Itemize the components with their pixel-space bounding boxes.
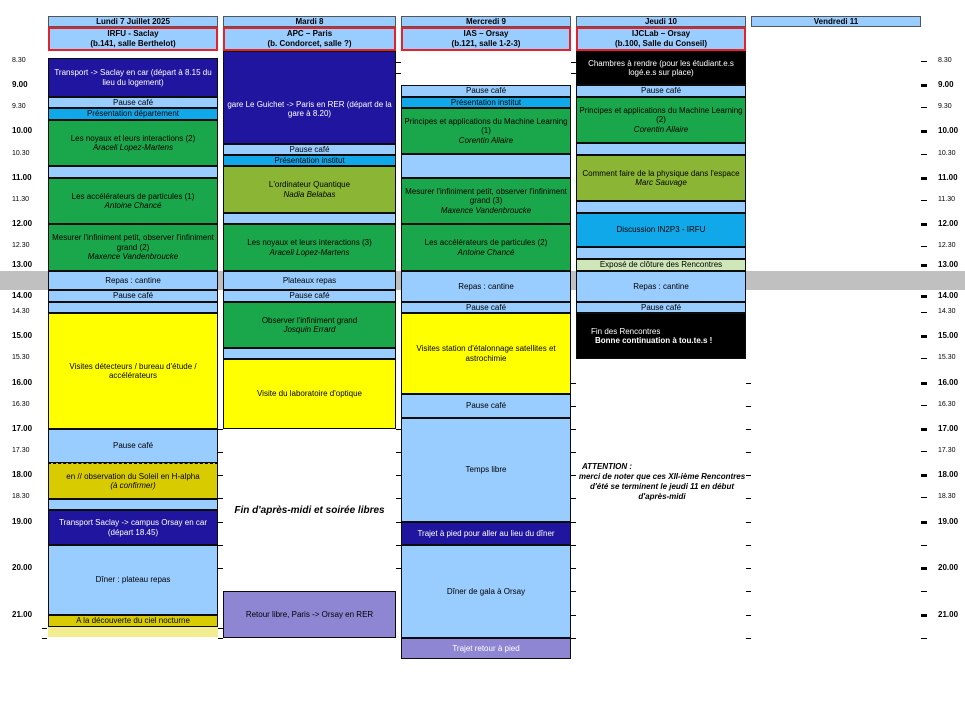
thu-cloture: Exposé de clôture des Rencontres: [576, 259, 746, 271]
wed-accel-title: Les accélérateurs de particules (2): [424, 238, 548, 247]
time-label-left: 21.00: [12, 610, 33, 619]
thu-principes-speaker: Corentin Allaire: [633, 124, 689, 134]
time-label-left: 9.00: [12, 80, 28, 89]
tue-observer-speaker: Josquin Errard: [283, 325, 336, 334]
mon-mesurer-title: Mesurer l'infiniment petit, observer l'infiniment grand (2): [52, 233, 214, 252]
grid-dash: [746, 452, 751, 453]
mon-diner: Dîner : plateau repas: [48, 545, 218, 615]
tue-observer: [223, 302, 396, 348]
time-tick: [921, 200, 927, 201]
mon-transport: Transport -> Saclay en car (départ à 8.15 du lieu du logement): [48, 58, 218, 97]
mon-noyaux-title: Les noyaux et leurs interactions (2): [70, 133, 196, 143]
day-header-thu: Jeudi 10: [576, 16, 746, 27]
mon-gap-2: [48, 302, 218, 313]
thu-fin-title: Fin des Rencontres: [591, 326, 661, 336]
venue-thu: [576, 27, 746, 51]
time-label-left: 20.00: [12, 563, 33, 572]
mon-pause-2: Pause café: [48, 290, 218, 302]
thu-attention-body: merci de noter que ces XII-ième Rencontres d'été se terminent le jeudi 11 en début d'après-midi: [578, 472, 746, 501]
time-tick: [921, 312, 927, 313]
time-label-left: 16.00: [12, 378, 33, 387]
mon-soleil-note: (à confirmer): [110, 481, 156, 490]
mon-mesurer-speaker: Maxence Vandenbroucke: [87, 252, 179, 262]
tue-noyaux: [223, 224, 396, 271]
mon-accel-speaker: Antoine Chancé: [104, 201, 162, 210]
wed-gap-1: [401, 154, 571, 178]
time-label-left: 10.00: [12, 126, 33, 135]
time-label-left: 17.30: [12, 447, 30, 454]
time-tick: [921, 358, 927, 359]
tue-ordi: [223, 166, 396, 213]
time-label-right: 17.30: [938, 447, 956, 454]
venue-thu-room: (b.100, Salle du Conseil): [614, 39, 708, 48]
thu-pause-1: Pause café: [576, 85, 746, 97]
mon-visites: Visites détecteurs / bureau d'étude / accélérateurs: [48, 313, 218, 429]
time-label-left: 13.00: [12, 260, 33, 269]
grid-dash: [746, 545, 751, 546]
mon-accel-title: Les accélérateurs de particules (1): [71, 191, 195, 201]
time-label-left: 15.00: [12, 331, 33, 340]
wed-pause-2: Pause café: [401, 302, 571, 313]
time-label-left: 14.30: [12, 308, 30, 315]
tue-gap-2: [223, 348, 396, 359]
grid-dash: [396, 475, 401, 476]
tue-libres: Fin d'après-midi et soirée libres: [234, 505, 385, 516]
venue-wed: [401, 27, 571, 51]
grid-dash: [571, 429, 576, 430]
mon-repas: Repas : cantine: [48, 271, 218, 290]
time-tick: [921, 567, 927, 570]
grid-dash: [396, 498, 401, 499]
wed-principes-title: Principes et applications du Machine Learning (1): [404, 116, 568, 136]
time-label-right: 10.30: [938, 150, 956, 157]
time-label-left: 17.00: [12, 424, 33, 433]
time-label-right: 19.00: [938, 517, 959, 526]
wed-mesurer-speaker: Maxence Vandenbroucke: [440, 205, 532, 215]
tue-plateaux: Plateaux repas: [223, 271, 396, 290]
mon-mesurer: [48, 224, 218, 271]
time-tick: [921, 84, 927, 87]
grid-dash: [396, 429, 401, 430]
venue-mon: [48, 27, 218, 51]
grid-dash: [218, 568, 223, 569]
time-tick: [921, 591, 927, 592]
time-tick: [921, 130, 927, 133]
mon-ciel-tail: [48, 627, 218, 637]
grid-dash: [571, 406, 576, 407]
grid-dash: [396, 545, 401, 546]
wed-pause-1: Pause café: [401, 85, 571, 97]
tue-noyaux-title: Les noyaux et leurs interactions (3): [247, 238, 372, 247]
grid-dash: [746, 615, 751, 616]
wed-visites: Visites station d'étalonnage satellites et astrochimie: [401, 313, 571, 394]
time-tick: [921, 382, 927, 385]
thu-attention-title: ATTENTION :: [582, 462, 633, 471]
tue-noyaux-speaker: Araceli Lopez-Martens: [269, 247, 350, 257]
time-label-right: 18.30: [938, 493, 956, 500]
time-tick: [921, 335, 927, 338]
wed-temps: Temps libre: [401, 418, 571, 522]
time-tick: [921, 264, 927, 267]
grid-dash: [571, 498, 576, 499]
tue-presentation: Présentation institut: [223, 155, 396, 166]
grid-dash: [571, 545, 576, 546]
mon-pause-1: Pause café: [48, 97, 218, 108]
time-label-right: 16.00: [938, 378, 959, 387]
tue-ordi-speaker: Nadia Belabas: [283, 189, 336, 199]
grid-dash: [571, 475, 576, 476]
grid-dash: [396, 568, 401, 569]
time-label-right: 12.30: [938, 242, 956, 249]
time-label-right: 17.00: [938, 424, 959, 433]
mon-noyaux: [48, 120, 218, 166]
grid-dash: [746, 475, 751, 476]
venue-wed-room: (b.121, salle 1-2-3): [451, 39, 521, 48]
time-label-left: 12.30: [12, 242, 30, 249]
time-label-right: 9.00: [938, 80, 954, 89]
grid-dash: [218, 429, 223, 430]
venue-mon-name: IRFU - Saclay: [107, 29, 159, 38]
grid-dash: [571, 62, 576, 63]
mon-accel: [48, 178, 218, 224]
time-tick: [921, 405, 927, 406]
tue-ordi-title: L'ordinateur Quantique: [268, 180, 351, 189]
grid-dash: [571, 383, 576, 384]
time-tick: [921, 428, 927, 431]
tue-top: [223, 51, 396, 75]
mon-noyaux-speaker: Araceli Lopez-Martens: [92, 143, 174, 152]
time-tick: [921, 614, 927, 617]
time-tick: [921, 107, 927, 108]
venue-mon-room: (b.141, salle Berthelot): [90, 39, 176, 48]
mon-transport-2: Transport Saclay -> campus Orsay en car (départ 18.45): [48, 510, 218, 545]
time-label-right: 15.00: [938, 331, 959, 340]
grid-dash: [396, 62, 401, 63]
thu-fin: [576, 313, 746, 359]
thu-physique: [576, 155, 746, 201]
time-label-left: 8.30: [12, 57, 26, 64]
grid-dash: [218, 638, 223, 639]
thu-repas: Repas : cantine: [576, 271, 746, 302]
time-tick: [921, 638, 927, 639]
thu-pause-2: Pause café: [576, 302, 746, 313]
grid-dash: [42, 638, 47, 639]
thu-gap-2: [576, 201, 746, 213]
time-label-left: 19.00: [12, 517, 33, 526]
time-label-right: 15.30: [938, 354, 956, 361]
venue-wed-name: IAS – Orsay: [463, 29, 509, 38]
time-label-right: 21.00: [938, 610, 959, 619]
grid-dash: [571, 568, 576, 569]
wed-trajet: Trajet à pied pour aller au lieu du dîner: [401, 522, 571, 545]
grid-dash: [218, 628, 223, 629]
venue-tue-name: APC – Paris: [286, 29, 333, 38]
time-label-right: 16.30: [938, 401, 956, 408]
grid-dash: [218, 498, 223, 499]
mon-ciel: A la découverte du ciel nocturne: [48, 615, 218, 627]
tue-gare: gare Le Guichet -> Paris en RER (départ de la gare à 8.20): [223, 75, 396, 144]
wed-repas: Repas : cantine: [401, 271, 571, 302]
time-label-left: 9.30: [12, 103, 26, 110]
tue-retour: Retour libre, Paris -> Orsay en RER: [223, 591, 396, 638]
time-label-right: 13.00: [938, 260, 959, 269]
time-label-left: 15.30: [12, 354, 30, 361]
tue-pause-1: Pause café: [223, 144, 396, 155]
grid-dash: [396, 73, 401, 74]
time-label-right: 11.00: [938, 173, 958, 182]
mon-gap-1: [48, 166, 218, 178]
thu-gap-1: [576, 143, 746, 155]
time-tick: [921, 223, 927, 226]
grid-dash: [746, 568, 751, 569]
time-label-right: 12.00: [938, 219, 959, 228]
grid-dash: [746, 522, 751, 523]
time-label-right: 11.30: [938, 196, 955, 203]
grid-dash: [746, 498, 751, 499]
time-label-right: 14.00: [938, 291, 959, 300]
thu-physique-title: Comment faire de la physique dans l'espace: [582, 168, 740, 178]
thu-chambres: Chambres à rendre (pour les étudiant.e.s logé.e.s sur place): [576, 51, 746, 85]
mon-soleil-title: en // observation du Soleil en H-alpha: [66, 471, 200, 481]
grid-dash: [571, 73, 576, 74]
time-tick: [921, 545, 927, 546]
tue-gap-1: [223, 213, 396, 224]
wed-accel-speaker: Antoine Chancé: [457, 247, 515, 257]
grid-dash: [396, 522, 401, 523]
time-label-left: 11.30: [12, 196, 29, 203]
wed-principes: [401, 108, 571, 154]
grid-dash: [746, 383, 751, 384]
mon-presentation: Présentation département: [48, 108, 218, 120]
grid-dash: [571, 638, 576, 639]
time-label-right: 8.30: [938, 57, 952, 64]
time-label-left: 10.30: [12, 150, 30, 157]
time-label-right: 20.00: [938, 563, 959, 572]
time-tick: [921, 177, 927, 180]
time-label-right: 10.00: [938, 126, 959, 135]
thu-physique-speaker: Marc Sauvage: [635, 178, 687, 187]
grid-dash: [571, 452, 576, 453]
grid-dash: [746, 638, 751, 639]
mon-pause-3: Pause café: [48, 429, 218, 463]
mon-soleil: [48, 463, 218, 499]
wed-accel: [401, 224, 571, 271]
time-tick: [921, 246, 927, 247]
time-tick: [921, 451, 927, 452]
time-label-right: 18.00: [938, 470, 959, 479]
wed-mesurer-title: Mesurer l'infiniment petit, observer l'infiniment grand (3): [405, 186, 567, 206]
grid-dash: [218, 452, 223, 453]
wed-gala: Dîner de gala à Orsay: [401, 545, 571, 638]
day-header-mon: Lundi 7 Juillet 2025: [48, 16, 218, 27]
wed-presentation: Présentation institut: [401, 97, 571, 108]
thu-fin-message: Bonne continuation à tou.te.s !: [595, 336, 713, 345]
wed-mesurer: [401, 178, 571, 224]
grid-dash: [571, 522, 576, 523]
time-tick: [921, 497, 927, 498]
time-tick: [921, 295, 927, 298]
wed-trajet-2: Trajet retour à pied: [401, 638, 571, 659]
mon-gap-3: [48, 499, 218, 510]
grid-dash: [396, 452, 401, 453]
venue-tue: [223, 27, 396, 51]
grid-dash: [218, 545, 223, 546]
thu-principes-title: Principes et applications du Machine Learning (2): [579, 105, 743, 125]
day-header-fri: Vendredi 11: [751, 16, 921, 27]
venue-tue-room: (b. Condorcet, salle ?): [267, 39, 352, 48]
time-label-left: 12.00: [12, 219, 33, 228]
thu-attention: [578, 462, 746, 502]
grid-dash: [218, 475, 223, 476]
grid-dash: [746, 406, 751, 407]
venue-thu-name: IJCLab – Orsay: [631, 29, 691, 38]
time-label-right: 9.30: [938, 103, 952, 110]
grid-dash: [746, 429, 751, 430]
thu-discussion: Discussion IN2P3 - IRFU: [576, 213, 746, 247]
day-header-wed: Mercredi 9: [401, 16, 571, 27]
grid-dash: [571, 591, 576, 592]
time-label-right: 14.30: [938, 308, 956, 315]
time-label-left: 18.00: [12, 470, 33, 479]
time-label-left: 16.30: [12, 401, 30, 408]
grid-dash: [746, 591, 751, 592]
thu-principes: [576, 97, 746, 143]
tue-pause-2: Pause café: [223, 290, 396, 302]
tue-visite: Visite du laboratoire d'optique: [223, 359, 396, 429]
grid-dash: [42, 628, 47, 629]
time-tick: [921, 474, 927, 477]
tue-observer-title: Observer l'infiniment grand: [261, 315, 358, 325]
wed-principes-speaker: Corentin Allaire: [458, 135, 514, 145]
grid-dash: [218, 522, 223, 523]
day-header-tue: Mardi 8: [223, 16, 396, 27]
grid-dash: [571, 615, 576, 616]
time-tick: [921, 521, 927, 524]
time-label-left: 11.00: [12, 173, 32, 182]
time-label-left: 14.00: [12, 291, 33, 300]
time-label-left: 18.30: [12, 493, 30, 500]
time-tick: [921, 61, 927, 62]
wed-pause-3: Pause café: [401, 394, 571, 418]
time-tick: [921, 154, 927, 155]
thu-gap-3: [576, 247, 746, 259]
